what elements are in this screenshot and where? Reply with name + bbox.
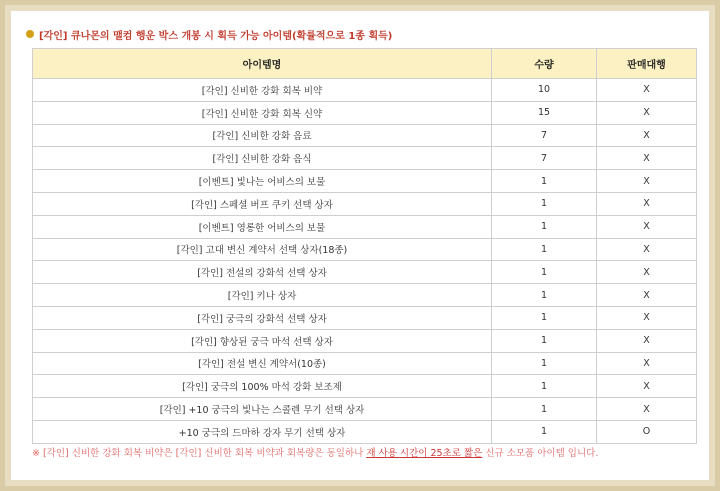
cell-quantity: 1 [492, 420, 597, 443]
cell-quantity: 1 [492, 375, 597, 398]
table-row [33, 398, 697, 421]
table-row [33, 101, 697, 124]
cell-quantity: 1 [492, 306, 597, 329]
cell-sale-agency: X [597, 238, 697, 261]
cell-item-name: [각인] 스페셜 버프 쿠키 선택 상자 [33, 192, 492, 215]
table-row [33, 284, 697, 307]
cell-sale-agency: X [597, 147, 697, 170]
table-row [33, 238, 697, 261]
table-row [33, 170, 697, 193]
section-heading [26, 26, 392, 42]
footnote-prefix: ※ [각인] 신비한 강화 회복 비약은 [각인] 신비한 회복 비약과 회복량은 동일하나 [32, 448, 367, 459]
cell-quantity: 7 [492, 147, 597, 170]
cell-sale-agency: X [597, 261, 697, 284]
header-sale-agency: 판매대행 [597, 49, 697, 79]
cell-sale-agency: X [597, 215, 697, 238]
cell-quantity: 1 [492, 398, 597, 421]
footnote-suffix: 신규 소모품 아이템 입니다. [482, 448, 599, 459]
cell-quantity: 10 [492, 79, 597, 102]
table-header-row [33, 49, 697, 79]
cell-sale-agency: X [597, 124, 697, 147]
cell-item-name: [각인] 키나 상자 [33, 284, 492, 307]
item-table [32, 48, 697, 444]
cell-item-name: [각인] 향상된 궁극 마석 선택 상자 [33, 329, 492, 352]
header-item-name: 아이템명 [33, 49, 492, 79]
cell-sale-agency: X [597, 306, 697, 329]
table-row [33, 306, 697, 329]
table-row [33, 215, 697, 238]
table-row [33, 375, 697, 398]
cell-quantity: 1 [492, 284, 597, 307]
cell-item-name: [각인] 신비한 강화 음식 [33, 147, 492, 170]
cell-sale-agency: X [597, 192, 697, 215]
cell-item-name: [이벤트] 빛나는 어비스의 보물 [33, 170, 492, 193]
cell-item-name: [각인] 고대 변신 계약서 선택 상자(18종) [33, 238, 492, 261]
cell-item-name: [각인] 전설 변신 계약서(10종) [33, 352, 492, 375]
cell-item-name: [각인] 신비한 강화 음료 [33, 124, 492, 147]
bullet-icon [26, 30, 34, 38]
cell-sale-agency: X [597, 170, 697, 193]
table-row [33, 329, 697, 352]
table-row [33, 420, 697, 443]
table-row [33, 192, 697, 215]
footnote-highlight: 재 사용 시간이 25초로 짧은 [366, 448, 483, 459]
cell-sale-agency: X [597, 398, 697, 421]
table-row [33, 124, 697, 147]
cell-item-name: [각인] 신비한 강화 회복 비약 [33, 79, 492, 102]
cell-sale-agency: X [597, 329, 697, 352]
table-row [33, 352, 697, 375]
cell-sale-agency: X [597, 375, 697, 398]
table-row [33, 147, 697, 170]
cell-item-name: [이벤트] 영롱한 어비스의 보물 [33, 215, 492, 238]
cell-sale-agency: X [597, 101, 697, 124]
cell-quantity: 7 [492, 124, 597, 147]
cell-sale-agency: O [597, 420, 697, 443]
cell-quantity: 1 [492, 192, 597, 215]
section-heading-text: [각인] 큐나몬의 맬컴 행운 박스 개봉 시 획득 가능 아이템(확률적으로 1종 획득) [39, 30, 393, 42]
cell-item-name: +10 궁극의 드마하 강자 무기 선택 상자 [33, 420, 492, 443]
cell-quantity: 1 [492, 238, 597, 261]
header-quantity: 수량 [492, 49, 597, 79]
cell-quantity: 15 [492, 101, 597, 124]
cell-item-name: [각인] 궁극의 100% 마석 강화 보조제 [33, 375, 492, 398]
cell-sale-agency: X [597, 352, 697, 375]
table-body [33, 79, 697, 444]
footnote [32, 445, 692, 459]
table-row [33, 79, 697, 102]
cell-quantity: 1 [492, 170, 597, 193]
cell-item-name: [각인] +10 궁극의 빛나는 스콜렌 무기 선택 상자 [33, 398, 492, 421]
table-row [33, 261, 697, 284]
cell-item-name: [각인] 궁극의 강화석 선택 상자 [33, 306, 492, 329]
cell-item-name: [각인] 전설의 강화석 선택 상자 [33, 261, 492, 284]
cell-quantity: 1 [492, 261, 597, 284]
cell-item-name: [각인] 신비한 강화 회복 신약 [33, 101, 492, 124]
cell-quantity: 1 [492, 352, 597, 375]
cell-sale-agency: X [597, 284, 697, 307]
cell-quantity: 1 [492, 329, 597, 352]
cell-quantity: 1 [492, 215, 597, 238]
cell-sale-agency: X [597, 79, 697, 102]
